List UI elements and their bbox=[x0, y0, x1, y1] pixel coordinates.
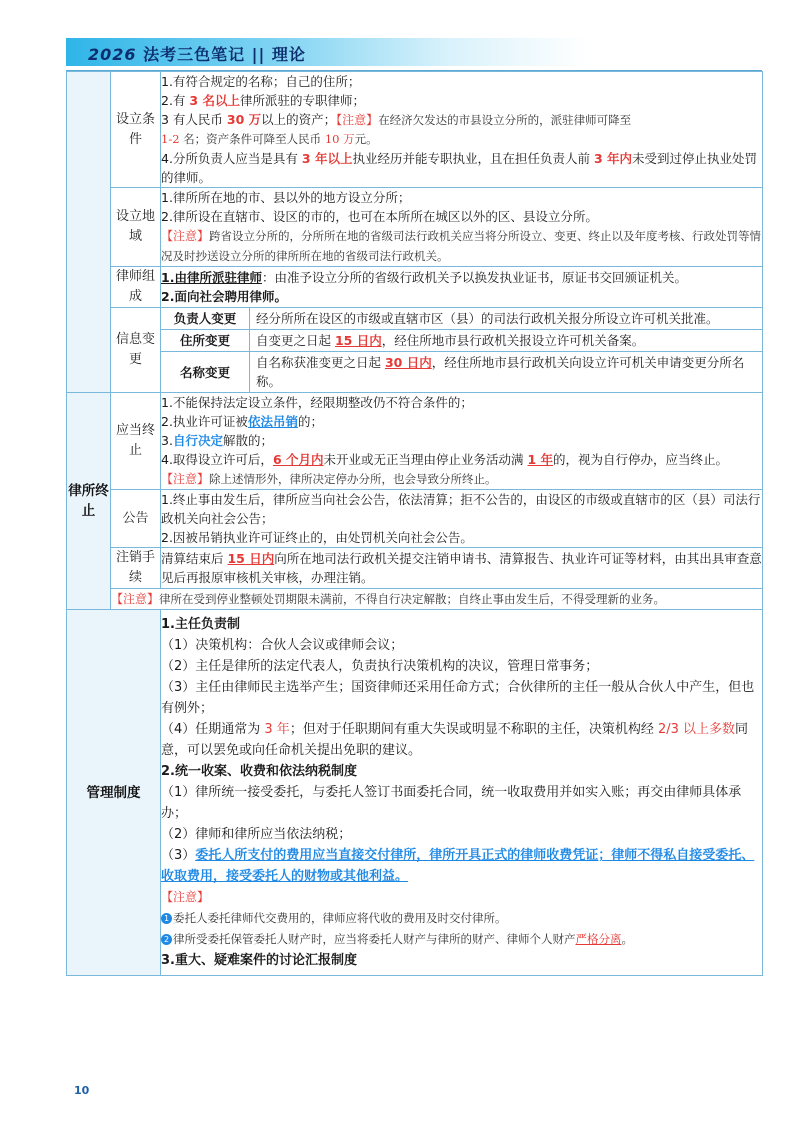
mgmt-note-line: 2 律所受委托保管委托人财产时，应当将委托人财产与律所的财产、律师个人财产严格分离。 bbox=[161, 929, 762, 950]
label-cancel: 注销手续 bbox=[111, 548, 161, 589]
termination-note: 【注意】律所在受到停业整顿处罚期限未满前，不得自行决定解散；自终止事由发生后，不得受理新的业务。 bbox=[111, 592, 666, 606]
region-line: 1.律所所在地的市、县以外的地方设立分所； bbox=[161, 190, 411, 205]
notice-line: 2.因被吊销执业许可证终止的，由处罚机关向社会公告。 bbox=[161, 530, 473, 545]
row-staff bbox=[67, 267, 763, 308]
condition-line: 1.有符合规定的名称；自己的住所； bbox=[161, 74, 361, 89]
label-staff: 律师组成 bbox=[111, 267, 161, 308]
change-table bbox=[161, 308, 762, 392]
label-setup-region: 设立地域 bbox=[111, 188, 161, 267]
content-staff bbox=[161, 267, 763, 308]
change-text: 经分所所在设区的市级或直辖市区（县）的司法行政机关报分所设立许可机关批准。 bbox=[250, 308, 763, 330]
staff-line: 2.面向社会聘用律师。 bbox=[161, 289, 287, 304]
content-cancel bbox=[161, 548, 763, 589]
label-should-terminate: 应当终止 bbox=[111, 393, 161, 490]
header-year: 2026 bbox=[88, 45, 137, 64]
row-termination-note bbox=[67, 589, 763, 610]
condition-note-line: 1-2 名；资产条件可降至人民币 10 万元。 bbox=[161, 132, 378, 146]
change-text: 自名称获准变更之日起 30 日内，经住所地市县行政机关向设立许可机关申请变更分所名称。 bbox=[250, 352, 763, 393]
mgmt-note-tag: 【注意】 bbox=[161, 890, 210, 904]
notes-page bbox=[66, 70, 762, 976]
row-cancel bbox=[67, 548, 763, 589]
row-setup-region bbox=[67, 188, 763, 267]
row-should-terminate bbox=[67, 393, 763, 490]
row-notice bbox=[67, 490, 763, 548]
number-badge-icon: 1 bbox=[161, 913, 172, 924]
content-termination-note bbox=[111, 589, 763, 610]
region-line: 2.律所设在直辖市、设区的市的，也可在本所所在城区以外的区、县设立分所。 bbox=[161, 209, 598, 224]
change-row bbox=[161, 352, 762, 393]
content-management bbox=[161, 610, 763, 976]
change-label: 负责人变更 bbox=[161, 308, 250, 330]
row-setup-conditions bbox=[67, 72, 763, 188]
mgmt-heading: 2.统一收案、收费和依法纳税制度 bbox=[161, 764, 357, 779]
label-notice: 公告 bbox=[111, 490, 161, 548]
notice-line: 1.终止事由发生后，律所应当向社会公告，依法清算；拒不公告的，由设区的市级或直辖市的区（县）司法行政机关向社会公告； bbox=[161, 492, 761, 526]
change-row bbox=[161, 308, 762, 330]
content-should-terminate bbox=[161, 393, 763, 490]
mgmt-line: （1）决策机构：合伙人会议或律师会议； bbox=[161, 638, 404, 653]
termination-section-label: 律所终止 bbox=[67, 393, 111, 610]
condition-line: 2.有 3 名以上律所派驻的专职律师； bbox=[161, 93, 365, 108]
staff-line: 1.由律所派驻律师：由准予设立分所的省级行政机关予以换发执业证书，原证书交回颁证机关。 bbox=[161, 270, 687, 285]
region-note: 【注意】跨省设立分所的，分所所在地的省级司法行政机关应当将分所设立、变更、终止以及年度考核、行政处罚等情况及时抄送设立分所的律所所在地的省级司法行政机关。 bbox=[161, 229, 762, 263]
change-text: 自变更之日起 15 日内，经住所地市县行政机关报设立许可机关备案。 bbox=[250, 330, 763, 352]
mgmt-line: （2）主任是律所的法定代表人，负责执行决策机构的决议，管理日常事务； bbox=[161, 659, 599, 674]
terminate-note: 【注意】除上述情形外，律所决定停办分所，也会导致分所终止。 bbox=[161, 472, 497, 486]
header-title-text: 法考三色笔记 || 理论 bbox=[136, 45, 306, 64]
branch-section-cell bbox=[67, 72, 111, 393]
notes-table bbox=[66, 71, 763, 976]
mgmt-line: （3）主任由律师民主选举产生；国资律师还采用任命方式；合伙律所的主任一般从合伙人中产生，但也有例外； bbox=[161, 680, 755, 716]
terminate-line: 3.自行决定解散的； bbox=[161, 433, 273, 448]
row-management bbox=[67, 610, 763, 976]
condition-line: 4.分所负责人应当是具有 3 年以上执业经历并能专职执业，且在担任负责人前 3 年内未受到过停止执业处罚的律师。 bbox=[161, 151, 758, 185]
cancel-line: 清算结束后 15 日内向所在地司法行政机关提交注销申请书、清算报告、执业许可证等材料，由其出具审查意见后再报原审核机关审核，办理注销。 bbox=[161, 551, 762, 585]
terminate-line: 2.执业许可证被依法吊销的； bbox=[161, 414, 323, 429]
management-section-label: 管理制度 bbox=[67, 610, 161, 976]
mgmt-heading: 3.重大、疑难案件的讨论汇报制度 bbox=[161, 953, 357, 968]
condition-line: 3 有人民币 30 万以上的资产；【注意】在经济欠发达的市县设立分所的，派驻律师可降至 bbox=[161, 112, 632, 127]
mgmt-line: （1）律所统一接受委托，与委托人签订书面委托合同，统一收取费用并如实入账；再交由律师具体承办； bbox=[161, 785, 742, 821]
page-number: 10 bbox=[74, 1084, 90, 1097]
content-setup-conditions bbox=[161, 72, 763, 188]
change-label: 住所变更 bbox=[161, 330, 250, 352]
label-setup-conditions: 设立条件 bbox=[111, 72, 161, 188]
mgmt-heading: 1.主任负责制 bbox=[161, 617, 240, 632]
content-notice bbox=[161, 490, 763, 548]
content-info-change bbox=[161, 308, 763, 393]
content-setup-region bbox=[161, 188, 763, 267]
label-info-change: 信息变更 bbox=[111, 308, 161, 393]
mgmt-line: （2）律师和律所应当依法纳税； bbox=[161, 827, 352, 842]
mgmt-line: （3）委托人所支付的费用应当直接交付律所，律所开具正式的律师收费凭证；律师不得私自接受委托、收取费用，接受委托人的财物或其他利益。 bbox=[161, 848, 755, 884]
terminate-line: 4.取得设立许可后，6 个月内未开业或无正当理由停止业务活动满 1 年的，视为自行停办，应当终止。 bbox=[161, 452, 729, 467]
change-label: 名称变更 bbox=[179, 364, 230, 380]
change-row bbox=[161, 330, 762, 352]
row-info-change bbox=[67, 308, 763, 393]
number-badge-icon: 2 bbox=[161, 934, 172, 945]
mgmt-note-line: 1 委托人委托律师代交费用的，律师应将代收的费用及时交付律所。 bbox=[161, 908, 762, 929]
terminate-line: 1.不能保持法定设立条件，经限期整改仍不符合条件的； bbox=[161, 395, 473, 410]
mgmt-line: （4）任期通常为 3 年；但对于任职期间有重大失误或明显不称职的主任，决策机构经 2/3 以上多数同意，可以罢免或向任命机关提出免职的建议。 bbox=[161, 722, 749, 758]
header-title bbox=[88, 42, 306, 65]
